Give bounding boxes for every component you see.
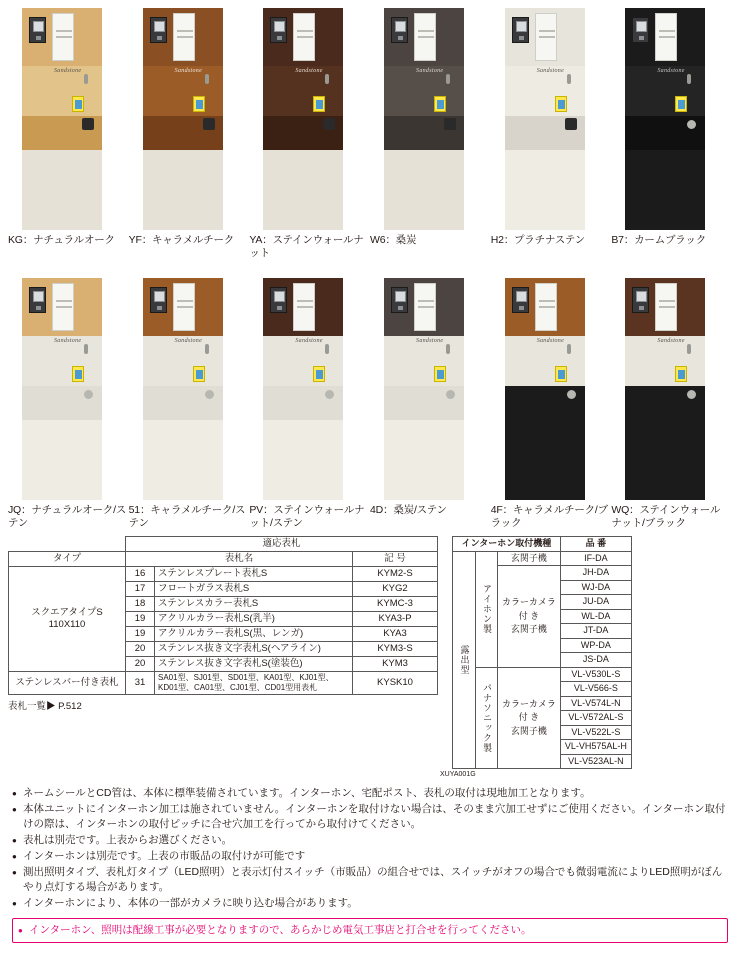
intercom-icon [270, 17, 287, 43]
glass-panel [414, 13, 436, 61]
door-handle [687, 74, 691, 84]
door-handle [205, 344, 209, 354]
door-handle [687, 344, 691, 354]
post-leg [384, 420, 410, 500]
gate-post [505, 8, 585, 230]
signature-mark: Sandstone [295, 68, 323, 74]
signature-mark: Sandstone [536, 338, 565, 344]
cell-group-camera: カラーカメラ 付 き 玄関子機 [498, 566, 561, 668]
cell-name: ステンレス抜き文字表札S(塗装色) [155, 657, 353, 672]
delivery-sticker [434, 366, 446, 382]
cell-no: 18 [126, 597, 155, 612]
product-image [249, 278, 368, 500]
cell-group-camera: カラーカメラ 付 き 玄関子機 [498, 667, 561, 769]
intercom-icon [150, 17, 167, 43]
product-caption: WQ：ステインウォールナット/ブラック [611, 504, 721, 529]
gate-post [143, 278, 223, 500]
lock-knob [567, 390, 576, 399]
post-leg [263, 420, 289, 500]
cell-part-no: VL-VH575AL-H [560, 740, 631, 755]
cell-part-no: JU-DA [560, 595, 631, 610]
signature-mark: Sandstone [536, 68, 565, 74]
cell-no: 17 [126, 582, 155, 597]
intercom-icon [29, 287, 46, 313]
glass-panel [293, 13, 315, 61]
cell-part-no: VL-V522L-S [560, 725, 631, 740]
product-caption: W6：桑炭 [370, 234, 417, 246]
glass-panel [52, 13, 74, 61]
product-caption: PV：ステインウォールナット/ステン [249, 504, 365, 529]
product-cell [491, 278, 612, 530]
delivery-sticker [555, 96, 567, 112]
glass-panel [173, 13, 195, 61]
table-row [9, 672, 438, 695]
col-header-intercom: インターホン取付機種 [453, 537, 561, 552]
product-image [611, 278, 730, 500]
delivery-sticker [675, 366, 687, 382]
table-row [453, 537, 632, 552]
warning-box: ● インターホン、照明は配線工事が必要となりますので、あらかじめ電気工事店と打合せを行ってください。 [12, 918, 728, 943]
table-row [9, 552, 438, 567]
product-grid-row-2 [0, 260, 740, 530]
post-leg [22, 150, 48, 230]
product-image [611, 8, 730, 230]
intercom-icon [632, 17, 649, 43]
cell-part-no: VL-V574L-N [560, 696, 631, 711]
product-caption: JQ：ナチュラルオーク/ステン [8, 504, 127, 529]
delivery-sticker [72, 96, 84, 112]
notes-list [0, 778, 740, 911]
lock-dial [323, 118, 335, 130]
note-item: ● 表札は別売です。上表からお選びください。 [12, 833, 728, 848]
door-handle [567, 74, 571, 84]
signature-mark: Sandstone [54, 68, 82, 74]
product-image [8, 278, 127, 500]
cell-brand-aiphone: アイホン製 [475, 551, 498, 667]
glass-panel [535, 283, 557, 331]
product-caption: 4F：キャラメルチーク/ブラック [490, 504, 608, 529]
lock-dial [444, 118, 456, 130]
cell-no: 20 [126, 657, 155, 672]
delivery-sticker [675, 96, 687, 112]
signature-mark: Sandstone [174, 338, 203, 344]
post-leg [384, 150, 410, 230]
cell-part-no: JS-DA [560, 653, 631, 668]
lock-dial [203, 118, 215, 130]
cell-brand-panasonic: パナソニック製 [475, 667, 498, 769]
lock-dial [82, 118, 94, 130]
note-item: ● 測出照明タイプ、表札灯タイプ（LED照明）と表示灯付スイッチ（市販品）の組合せでは、スイッチがオフの場合でも微弱電流によりLED照明がぼんやり点灯する場合があります。 [12, 865, 728, 895]
gate-post [625, 8, 705, 230]
gate-post [22, 278, 102, 500]
gate-post [263, 278, 343, 500]
cell-name: ステンレスカラー表札S [155, 597, 353, 612]
post-leg [22, 420, 48, 500]
product-cell [249, 8, 370, 260]
glass-panel [414, 283, 436, 331]
intercom-icon [512, 17, 529, 43]
product-cell [491, 8, 612, 260]
product-image [370, 8, 489, 230]
note-item: ● 本体ユニットにインターホン加工は施されていません。インターホンを取付けない場合は、そのまま穴加工せずにご使用ください。インターホン取付けの際は、インターホンの取付ピッチに合せ穴加工を行ってから取付けてください。 [12, 802, 728, 832]
product-image [249, 8, 368, 230]
lock-knob [205, 390, 214, 399]
cell-no: 19 [126, 627, 155, 642]
intercom-table-wrap [438, 536, 632, 778]
signature-mark: Sandstone [416, 68, 444, 74]
product-cell [370, 278, 491, 530]
product-cell [249, 278, 370, 530]
delivery-sticker [72, 366, 84, 382]
note-item: ● インターホンは別売です。上表の市販品の取付けが可能です [12, 849, 728, 864]
cell-part-no: WJ-DA [560, 580, 631, 595]
glass-panel [293, 283, 315, 331]
product-caption: KG：ナチュラルオーク [8, 234, 115, 246]
glass-panel [535, 13, 557, 61]
gate-post [22, 8, 102, 230]
cell-type-bar: ステンレスバー付き表札 [9, 672, 126, 695]
delivery-sticker [313, 366, 325, 382]
product-caption: 51：キャラメルチーク/ステン [128, 504, 246, 529]
nameplate-table-wrap [8, 536, 438, 712]
product-caption: YF：キャラメルチーク [128, 234, 235, 246]
product-image [370, 278, 489, 500]
product-image [129, 278, 248, 500]
cell-name: アクリルカラー表札S(黒、レンガ) [155, 627, 353, 642]
product-cell [8, 8, 129, 260]
cell-part-no: JH-DA [560, 566, 631, 581]
glass-panel [52, 283, 74, 331]
cell-code: KYA3 [353, 627, 438, 642]
cell-part-no: VL-V572AL-S [560, 711, 631, 726]
intercom-icon [391, 287, 408, 313]
tables-section [0, 530, 740, 778]
product-cell [611, 278, 732, 530]
cell-name: ステンレスプレート表札S [155, 567, 353, 582]
signature-mark: Sandstone [657, 68, 685, 74]
door-handle [84, 344, 88, 354]
delivery-sticker [434, 96, 446, 112]
door-handle [325, 74, 329, 84]
door-handle [567, 344, 571, 354]
intercom-table [452, 536, 632, 769]
cell-part-no: VL-V530L-S [560, 667, 631, 682]
cell-name: フロートガラス表札S [155, 582, 353, 597]
product-cell [129, 8, 250, 260]
cell-part-no: IF-DA [560, 551, 631, 566]
table-row [453, 551, 632, 566]
cell-no: 20 [126, 642, 155, 657]
intercom-icon [150, 287, 167, 313]
post-leg [143, 150, 169, 230]
product-caption: B7：カームブラック [611, 234, 706, 246]
delivery-sticker [193, 366, 205, 382]
door-handle [325, 344, 329, 354]
product-image [8, 8, 127, 230]
cell-code: KYM2-S [353, 567, 438, 582]
glass-panel [655, 283, 677, 331]
signature-mark: Sandstone [416, 338, 444, 344]
cell-part-no: VL-V566-S [560, 682, 631, 697]
product-cell [611, 8, 732, 260]
post-leg [505, 150, 531, 230]
cell-group-entrance: 玄関子機 [498, 551, 561, 566]
cell-no: 31 [126, 672, 155, 695]
lock-knob [446, 390, 455, 399]
lock-dial [565, 118, 577, 130]
product-caption: 4D：桑炭/ステン [370, 504, 447, 516]
product-cell [129, 278, 250, 530]
note-item: ● インターホンにより、本体の一部がカメラに映り込む場合があります。 [12, 896, 728, 911]
table-row [9, 567, 438, 582]
cell-part-no: VL-V523AL-N [560, 754, 631, 769]
cell-code: KYM3 [353, 657, 438, 672]
product-image [491, 8, 610, 230]
intercom-icon [270, 287, 287, 313]
door-handle [205, 74, 209, 84]
post-leg [625, 420, 651, 500]
col-header-type: タイプ [9, 552, 126, 567]
gate-post [384, 278, 464, 500]
door-handle [446, 344, 450, 354]
product-image [129, 8, 248, 230]
nameplate-table [8, 536, 438, 695]
gate-post [143, 8, 223, 230]
product-caption: YA：ステインウォールナット [249, 234, 364, 259]
cell-part-no: WL-DA [560, 609, 631, 624]
nameplate-table-title: 適応表札 [126, 537, 438, 552]
table-row [453, 667, 632, 682]
intercom-icon [29, 17, 46, 43]
product-grid-row-1 [0, 0, 740, 260]
product-cell [8, 278, 129, 530]
cell-part-no: WP-DA [560, 638, 631, 653]
post-leg [143, 420, 169, 500]
nameplate-table-footer[interactable]: 表札一覧▶ P.512 [8, 701, 82, 712]
cell-no: 16 [126, 567, 155, 582]
col-header-part-no: 品 番 [560, 537, 631, 552]
col-header-name: 表札名 [126, 552, 353, 567]
cell-code: KYA3-P [353, 612, 438, 627]
delivery-sticker [193, 96, 205, 112]
cell-code: KYG2 [353, 582, 438, 597]
door-handle [446, 74, 450, 84]
product-cell [370, 8, 491, 260]
glass-panel [655, 13, 677, 61]
cell-code: KYMC-3 [353, 597, 438, 612]
table-row [9, 537, 438, 552]
cell-name: アクリルカラー表札S(乳半) [155, 612, 353, 627]
note-item: ● ネームシールとCD管は、本体に標準装備されています。インターホン、宅配ポスト、表札の取付は現地加工となります。 [12, 786, 728, 801]
gate-post [625, 278, 705, 500]
cell-part-no: JT-DA [560, 624, 631, 639]
post-leg [625, 150, 651, 230]
cell-name: SA01型、SJ01型、SD01型、KA01型、KJ01型、 KD01型、CA01型、CJ01型、CD01型用表札 [155, 672, 353, 695]
signature-mark: Sandstone [174, 68, 203, 74]
signature-mark: Sandstone [54, 338, 82, 344]
post-leg [263, 150, 289, 230]
post-leg [505, 420, 531, 500]
cell-code: KYM3-S [353, 642, 438, 657]
cell-name: ステンレス抜き文字表札S(ヘアライン) [155, 642, 353, 657]
delivery-sticker [555, 366, 567, 382]
gate-post [263, 8, 343, 230]
intercom-icon [391, 17, 408, 43]
col-header-code: 記 号 [353, 552, 438, 567]
product-caption: H2：プラチナステン [490, 234, 585, 246]
drawing-code: XUYA001G [440, 771, 476, 778]
cell-outdoor-type: 露出型 [453, 551, 476, 769]
product-image [491, 278, 610, 500]
cell-code: KYSK10 [353, 672, 438, 695]
signature-mark: Sandstone [295, 338, 323, 344]
intercom-icon [512, 287, 529, 313]
delivery-sticker [313, 96, 325, 112]
cell-type-square: スクエアタイプS 110X110 [9, 567, 126, 672]
glass-panel [173, 283, 195, 331]
intercom-icon [632, 287, 649, 313]
door-handle [84, 74, 88, 84]
gate-post [384, 8, 464, 230]
cell-no: 19 [126, 612, 155, 627]
signature-mark: Sandstone [657, 338, 685, 344]
lock-knob [84, 390, 93, 399]
gate-post [505, 278, 585, 500]
